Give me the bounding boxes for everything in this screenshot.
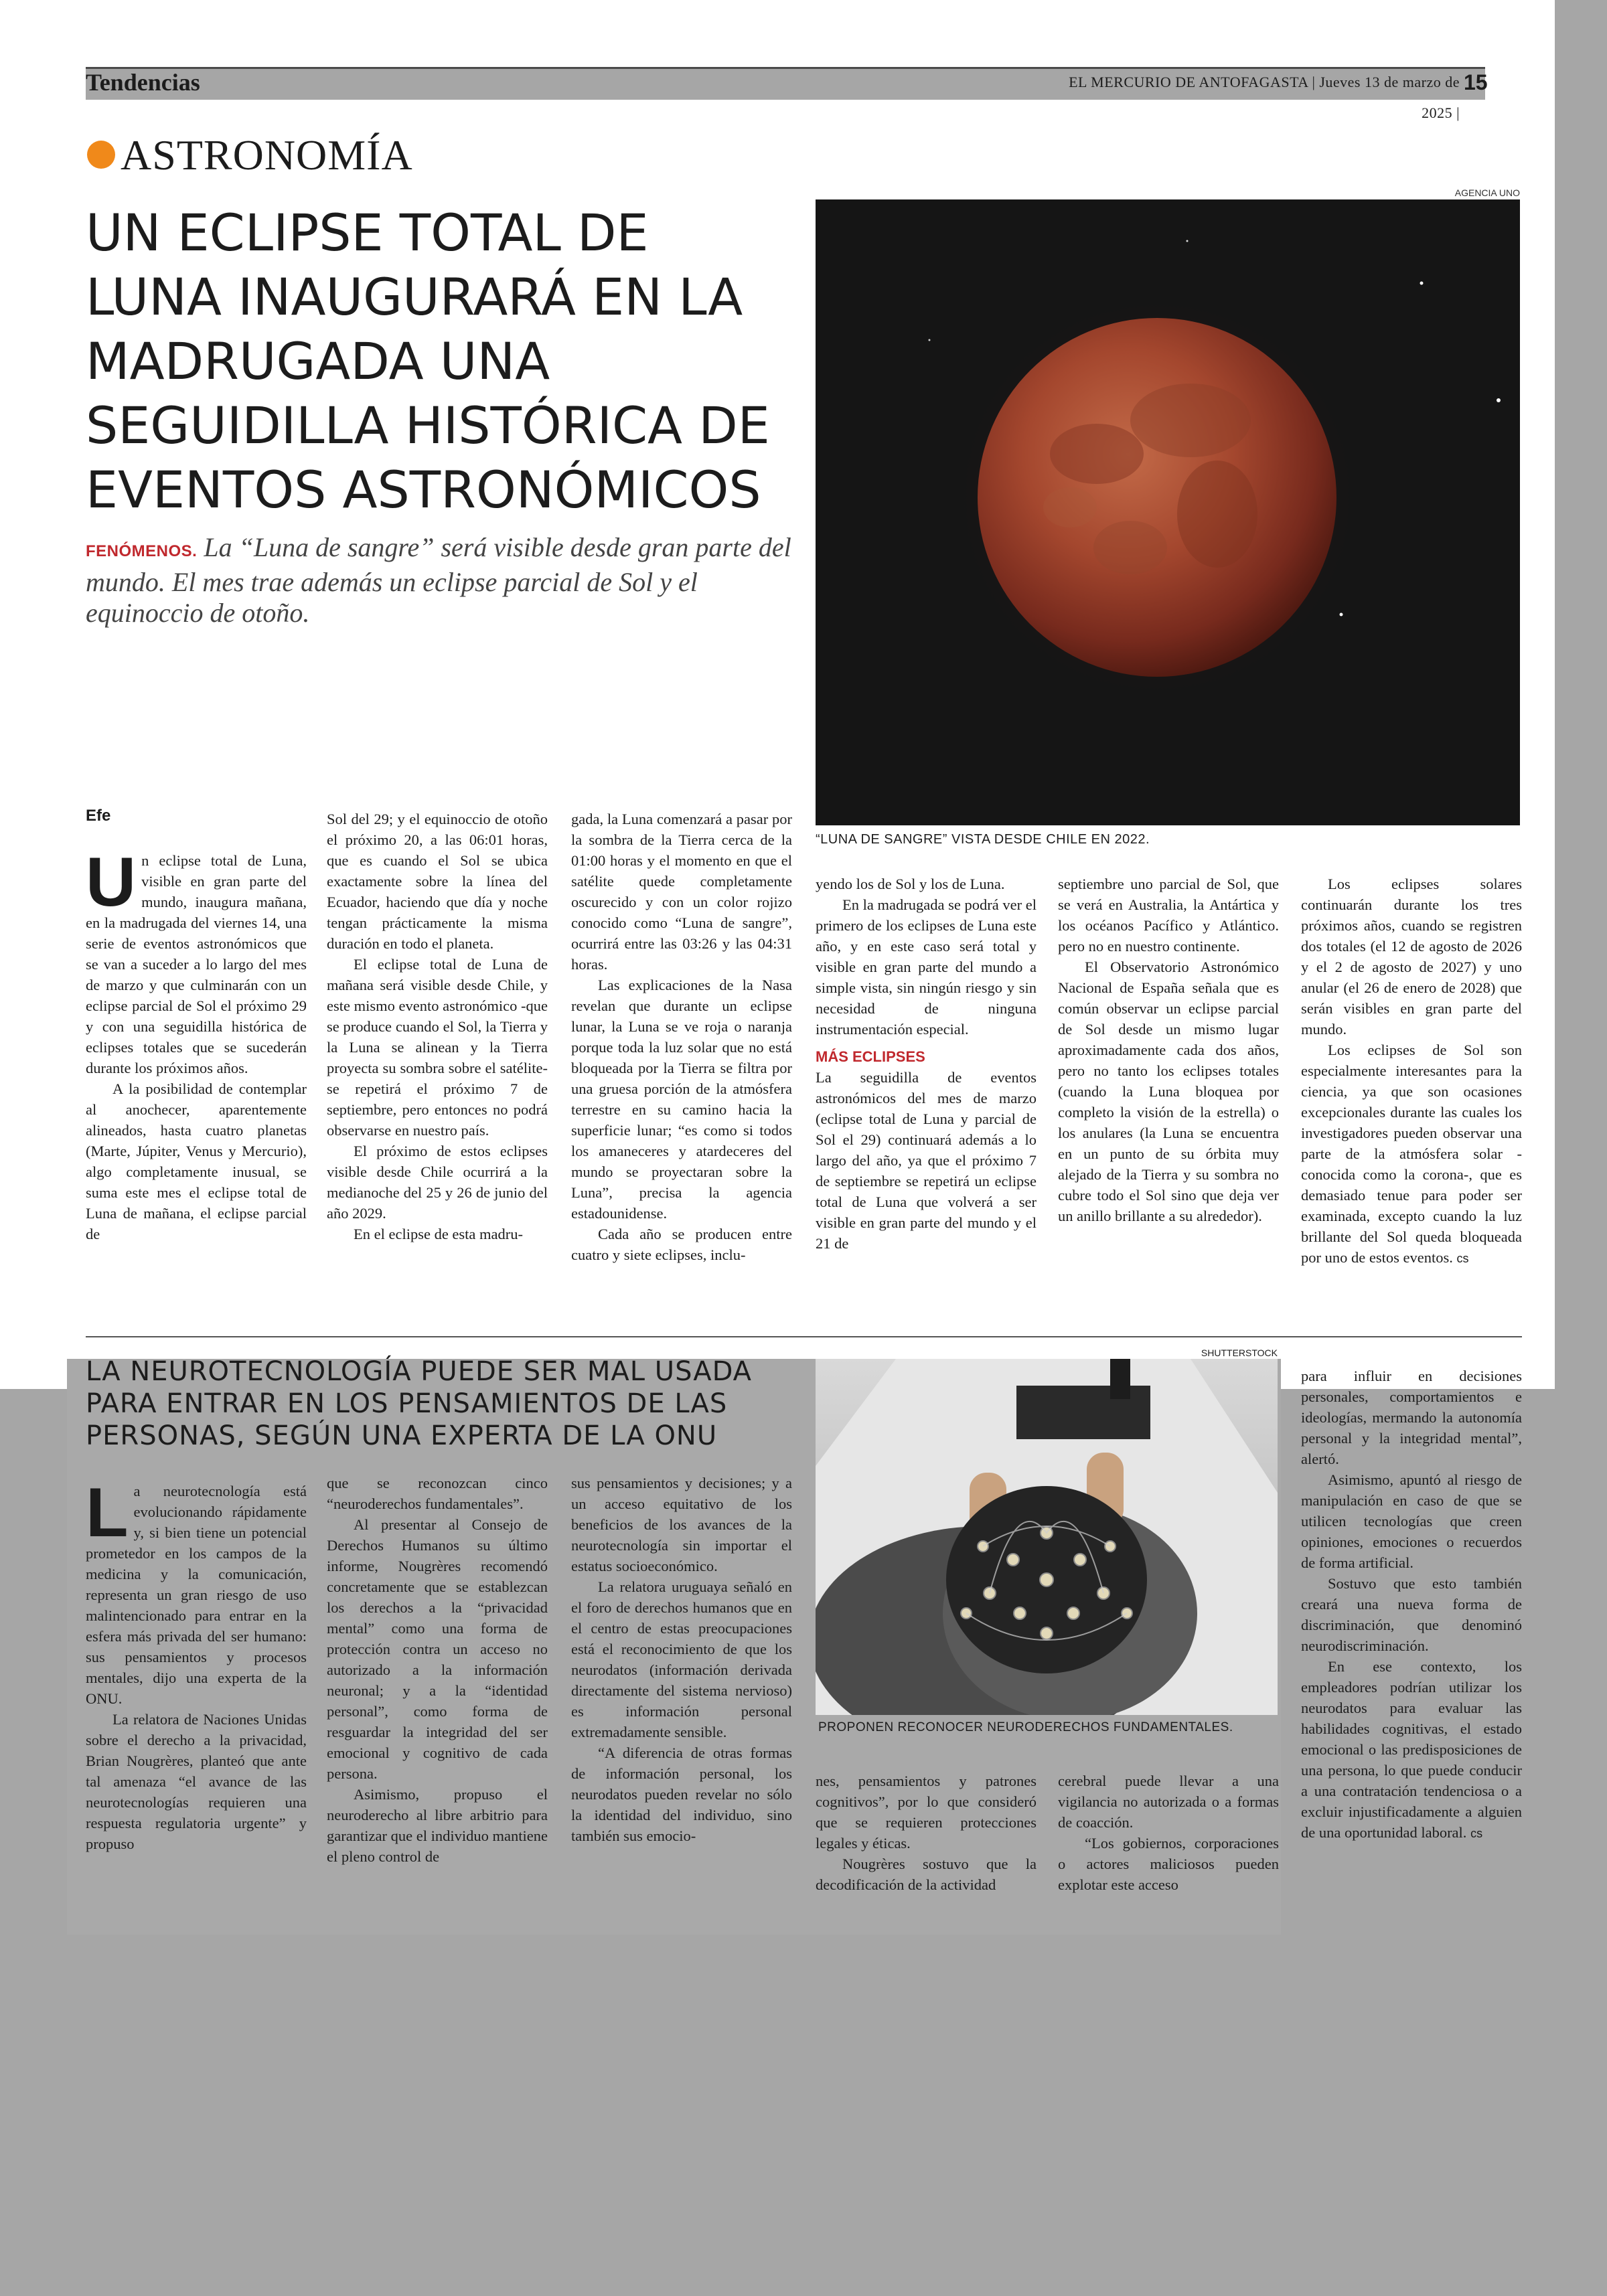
paragraph: Cada año se producen entre cuatro y siete eclipses, inclu- [571,1226,792,1263]
publication-date: Jueves 13 de marzo de 2025 [1319,74,1460,121]
end-mark-icon: cs [1456,1252,1469,1265]
neurotech-photo [816,1359,1278,1715]
article-headline: UN ECLIPSE TOTAL DE LUNA INAUGURARÁ EN LA MADRUGADA UNA SEGUIDILLA HISTÓRICA DE EVENTOS ASTRONÓMICOS [86,203,770,519]
paragraph: nes, pensamientos y patrones cognitivos”, por lo que consideró que se requieren protecciones legales y éticas. [816,1773,1037,1852]
paragraph: El Observatorio Astronómico Nacional de España señala que es común observar un eclipse parcial de Sol desde un mismo lugar aproximadamente cada dos años, pero no tanto los eclipses totales (cuando la Luna bloquea por completo la visión de la estrella) o los anulares (la Luna se encuentra en un punto de su órbita muy alejado de la Tierra y su sombra no cubre todo el Sol sino que deja ver un anillo brillante a su alrededor). [1058,959,1279,1224]
paragraph: Los eclipses solares continuarán durante los tres próximos años, cuando se registren dos totales (el 12 de agosto de 2026 y el 2 de agosto de 2027) y uno anular (el 26 de enero de 2028) que serán visibles en gran parte del mundo. [1301,876,1522,1038]
article2-headline: LA NEUROTECNOLOGÍA PUEDE SER MAL USADA PARA ENTRAR EN LOS PENSAMIENTOS DE LAS PERSONAS, SEGÚN UNA EXPERTA DE LA ONU [86,1356,753,1451]
page-number: 15 [1464,70,1488,94]
paragraph: yendo los de Sol y los de Luna. [816,876,1005,892]
photo-credit: AGENCIA UNO [1454,187,1520,198]
deck-text: La “Luna de sangre” será visible desde gran parte del mundo. El mes trae además un eclipse parcial de Sol y el equinoccio de otoño. [86,532,791,628]
paragraph: Asimismo, apuntó al riesgo de manipulación en caso de que se utilicen tecnologías que creen opiniones, emociones o recuerdos de forma artificial. [1301,1471,1522,1571]
paragraph: que se reconozcan cinco “neuroderechos fundamentales”. [327,1475,548,1512]
paragraph: Los eclipses de Sol son especialmente interesantes para la ciencia, ya que son ocasiones excepcionales durante las cuales los investigadores pueden observar una parte de la atmósfera solar -conocida como la corona-, que es demasiado tenue para poder ser examinada, excepto cuando la luz brillante del Sol queda bloqueada por uno de estos eventos. cs [1301,1042,1522,1266]
paragraph: En ese contexto, los empleadores podrían utilizar los neurodatos para evaluar las habilidades cognitivas, el estado emocional o las predisposiciones de una persona, lo que puede conducir a una contratación tendenciosa o a excluir injustificadamente a alguien de una oportunidad laboral. cs [1301,1658,1522,1841]
paragraph: n eclipse total de Luna, visible en gran parte del mundo, inaugura mañana, en la madrugada del viernes 14, una serie de eventos astronómicos que se van a suceder a lo largo del mes de marzo y que culminarán con un eclipse parcial de Sol el próximo 29 y con una seguidilla histórica de eclipses totales que se sucederán durante los próximos años. [86,852,307,1076]
article-kicker: ASTRONOMÍA [121,131,413,179]
article2-column-3 [571,1473,792,1846]
paragraph: A la posibilidad de contemplar al anochecer, aparentemente alineados, hasta cuatro planetas (Marte, Júpiter, Venus y Mercurio), algo completamente inusual, se suma este mes el eclipse total de Luna de mañana, el eclipse parcial de [86,1080,307,1242]
paragraph: Asimismo, propuso el neuroderecho al libre arbitrio para garantizar que el individuo mantiene el pleno control de [327,1786,548,1865]
paragraph: El próximo de estos eclipses visible desde Chile ocurrirá a la medianoche del 25 y 26 de junio del año 2029. [327,1143,548,1222]
paragraph: sus pensamientos y decisiones; y a un acceso equitativo de los beneficios de los avances de la neurotecnología sin importar el estatus socioeconómico. [571,1475,792,1574]
article2-column-4 [816,1771,1037,1895]
article-column-3 [571,809,792,1265]
paragraph: “A diferencia de otras formas de información personal, los neurodatos pueden revelar no sólo la identidad del individuo, sino también sus emocio- [571,1744,792,1844]
paragraph: La relatora de Naciones Unidas sobre el derecho a la privacidad, Brian Nougrères, planteó que ante tal amenaza “el avance de las neurotecnologías requieren una respuesta regulatoria urgente” y propuso [86,1711,307,1852]
paragraph: a neurotecnología está evolucionando rápidamente y, si bien tiene un potencial prometedor en los campos de la medicina y la comunicación, representa un gran riesgo de uso malintencionado para entrar en la esfera más privada del ser humano: sus pensamientos y procesos mentales, dijo una experta de la ONU. [86,1483,307,1707]
paragraph: Sol del 29; y el equinoccio de otoño el próximo 20, a las 06:01 horas, que es cuando el Sol se ubica exactamente sobre la línea del Ecuador, haciendo que día y noche tengan prácticamente la misma duración en todo el planeta. [327,811,548,952]
paragraph: La seguidilla de eventos astronómicos del mes de marzo (eclipse total de Luna y parcial de Sol el 29) continuará además a lo largo del año, ya que el próximo 7 de septiembre se repetirá un eclipse total de Luna que volverá a ser visible en gran parte del mundo y el 21 de [816,1069,1037,1252]
dropcap: L [86,1474,129,1552]
subheading: MÁS ECLIPSES [816,1048,925,1065]
paragraph: En el eclipse de esta madru- [354,1226,524,1242]
moon-photo-caption: “LUNA DE SANGRE” VISTA DESDE CHILE EN 2022. [816,832,1150,847]
dropcap: U [86,843,137,921]
paragraph: Nougrères sostuvo que la decodificación de la actividad [816,1856,1037,1893]
article2-column-1 [86,1474,307,1854]
article-deck [86,532,795,629]
photo-credit-2: SHUTTERSTOCK [1201,1347,1278,1358]
paragraph: Las explicaciones de la Nasa revelan que durante un eclipse lunar, la Luna se ve roja o naranja porque toda la luz solar que no está bloqueada por la Tierra se filtra por una gruesa porción de la atmósfera terrestre en su camino hacia la superficie lunar; “es como si todos los amaneceres y atardeceres del mundo se proyectaran sobre la Luna”, precisa la agencia estadounidense. [571,977,792,1222]
paragraph: Sostuvo que esto también creará una nueva forma de discriminación, que denominó neurodiscriminación. [1301,1575,1522,1654]
paragraph: El eclipse total de Luna de mañana será visible desde Chile, y este mismo evento astronómico -que se produce cuando el Sol, la Tierra y la Luna se alinean y la Tierra proyecta su sombra sobre el satélite- se repetirá el próximo 7 de septiembre, pero entonces no podrá observarse en nuestro país. [327,956,548,1139]
paragraph: La relatora uruguaya señaló en el foro de derechos humanos que en el centro de estas preocupaciones está el reconocimiento de que los neurodatos (información derivada directamente del sistema nervioso) es información personal extremadamente sensible. [571,1578,792,1740]
masthead: EL MERCURIO DE ANTOFAGASTA | Jueves 13 de marzo de 2025 | [1069,74,1460,121]
article2-column-5 [1058,1771,1279,1895]
section-name: Tendencias [86,69,200,96]
article2-column-2 [327,1473,548,1867]
paragraph: Al presentar al Consejo de Derechos Humanos su último informe, Nougrères recomendó concretamente que se establezcan los derechos a la “privacidad mental” como una forma de protección contra un acceso no autorizado a la información neuronal; y a la “identidad personal”, como forma de resguardar la integridad del ser emocional y cognitivo de cada persona. [327,1516,548,1782]
article-byline: Efe [86,807,111,825]
publication-name: EL MERCURIO DE ANTOFAGASTA [1069,74,1308,90]
neurotech-photo-caption: PROPONEN RECONOCER NEURODERECHOS FUNDAMENTALES. [818,1720,1233,1734]
blood-moon-photo [816,199,1520,825]
article-column-6 [1301,874,1522,1269]
kicker-dot-icon [87,141,115,169]
article2-column-6 [1301,1366,1522,1844]
article-column-4 [816,874,1037,1254]
paragraph: “Los gobiernos, corporaciones o actores maliciosos pueden explotar este acceso [1058,1835,1279,1893]
paragraph: gada, la Luna comenzará a pasar por la sombra de la Tierra cerca de la 01:00 horas y el momento en que el satélite quede completamente oscurecido y con un color rojizo conocido como “Luna de sangre”, ocurrirá entre las 03:26 y las 04:31 horas. [571,811,792,973]
paragraph: En la madrugada se podrá ver el primero de los eclipses de Luna este año, y en este caso será total y visible en gran parte del mundo a simple vista, sin ningún riesgo y sin necesidad de ninguna instrumentación especial. [816,896,1037,1038]
paragraph: para influir en decisiones personales, comportamientos e ideologías, mermando la autonomía personal y la integridad mental”, alertó. [1301,1368,1522,1467]
paragraph: cerebral puede llevar a una vigilancia no autorizada o a formas de coacción. [1058,1773,1279,1831]
article-divider [86,1336,1522,1337]
article-column-5 [1058,874,1279,1226]
article-column-2 [327,809,548,1244]
paragraph: septiembre uno parcial de Sol, que se verá en Australia, la Antártica y los océanos Pacífico y Atlántico. pero no en nuestro continente. [1058,876,1279,955]
article-column-1 [86,843,307,1244]
deck-tag: FENÓMENOS. [86,542,198,560]
end-mark-icon: cs [1470,1827,1483,1840]
